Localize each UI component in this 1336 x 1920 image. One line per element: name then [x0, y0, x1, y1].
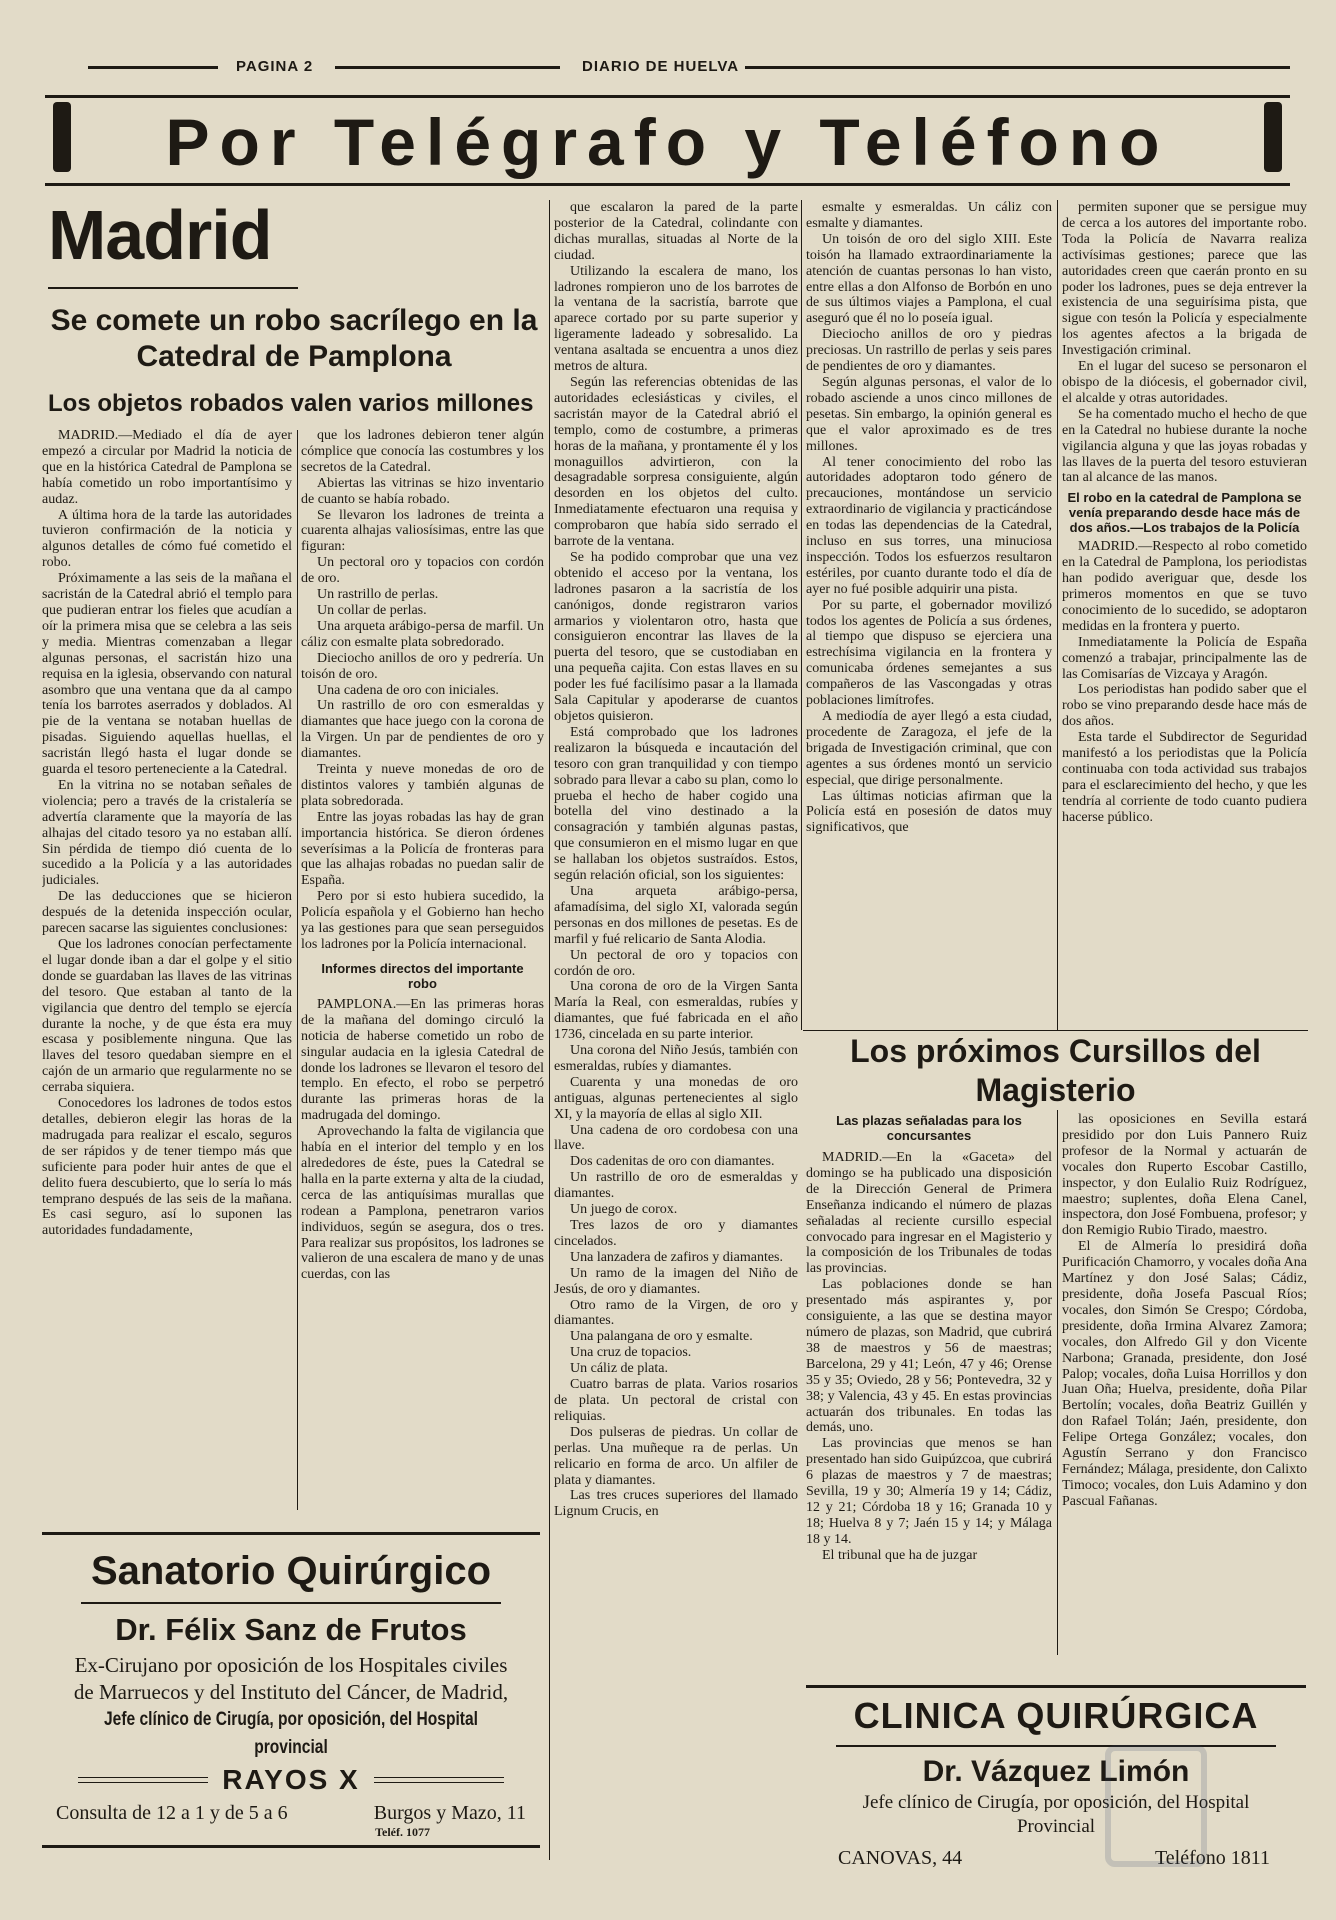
paragraph: Se ha podido comprobar que una vez obtenido el acceso por la ventana, los ladrones pasaron a la sacristía de los canónigos, donde registraron varios armarios y violentaron otro, hasta que consiguieron encontrar las llaves de la puerta del tesoro, que se custodiaban en una pequeña cajita. Con estas llaves en su poder les fué facilísimo pasar a la llamada Sala Capitular y apoderarse de cuantos objetos quisieron. [554, 549, 798, 724]
paragraph: PAMPLONA.—En las primeras horas de la mañana del domingo circuló la noticia de haberse cometido un robo de singular audacia en la iglesia Catedral de donde los ladrones se llevaron el tesoro del templo. En efecto, el robo se perpetró durante las primeras horas de la madrugada del domingo. [301, 996, 544, 1124]
paragraph: Por su parte, el gobernador movilizó todos los agentes de Policía a sus órdenes, al tiempo que dispuso se ejerciera una estrechísima vigilancia en la frontera y comunicaba órdenes semejantes a sus compañeros de las Vascongadas y otras poblaciones limítrofes. [806, 597, 1052, 709]
paragraph: En la vitrina no se notaban señales de violencia; pero a través de la cristalería se advertía claramente que la mayoría de las alhajas del citado tesoro ya no estaban allí. Sin pérdida de tiempo dió cuenta de lo sucedido a la Policía y a las autoridades judiciales. [42, 777, 292, 889]
ad2-rule [836, 1745, 1276, 1747]
article2-headline: Los próximos Cursillos del Magisterio [850, 1033, 1261, 1108]
article2-top-rule [803, 1030, 1308, 1031]
article2-subhead: Las plazas señaladas para los concursantes [836, 1113, 1022, 1143]
paragraph: Un rastrillo de perlas. [317, 587, 439, 603]
newspaper-name: DIARIO DE HUELVA [582, 58, 740, 75]
ad1-name: Sanatorio Quirúrgico [90, 1549, 492, 1593]
article1-column-3 [554, 200, 798, 1860]
article1-headline: Se comete un robo sacrílego en la Catedral de Pamplona [50, 304, 538, 373]
paragraph: que los ladrones debieron tener algún cómplice que conocía las costumbres y los secretos de la Catedral. [301, 428, 544, 475]
paragraph: Próximamente a las seis de la mañana el sacristán de la Catedral abrió el templo para que pudieran entrar los fieles que acudían a oír la primera misa que se celebra a las seis y media. Mientras comenzaban a llegar algunas personas, el sacristán hizo una requisa en la iglesia, observando con natural asombro que una ventana que da al campo tenía los barrotes aserrados y doblados. Al pie de la ventana se notaban huellas de pisadas. Siguiendo aquellas huellas, el sacristán llegó hasta el lugar donde se guarda el tesoro perteneciente a la Catedral. [42, 571, 292, 778]
paragraph: Treinta y nueve monedas de oro de distintos valores y también algunas de plata sobredorada. [301, 762, 544, 809]
ad2-name: CLINICA QUIRÚRGICA [853, 1695, 1259, 1736]
ad1-top-rule [42, 1532, 540, 1535]
paragraph: Un pectoral oro y topacios con cordón de oro. [301, 555, 544, 587]
paragraph: Entre las joyas robadas las hay de gran importancia histórica. Se dieron órdenes severísimas a la Policía de fronteras para que las alhajas robadas no puedan salir de España. [301, 809, 544, 889]
paragraph: El de Almería lo presidirá doña Purificación Chamorro, y vocales doña Ana Martínez y don José Salas; Cádiz, presidente, doña Josefa Pascual Ríos; vocales, don Simón Se Crespo; Córdoba, presidente, doña Irmina Alvarez Zamora; vocales, don Alfredo Gil y don Vicente Narbona; Granada, presidente, don José Palop; vocales, doña Luisa Horrillos y don Juan Oña; Huelva, presidente, doña Pilar Bertolín; vocales, doña Beatriz Guillén y don Rafael Tolán; Jaén, presidente, don Felipe Ortega González; vocales, don Agustín Serrano y don Francisco Fernández; Málaga, presidente, don Calixto Timoco; vocales, don Luis Adamino y don Pascual Fañanas. [1062, 1239, 1307, 1509]
ad1-rayos: RAYOS X [222, 1764, 360, 1795]
column-rule [1057, 200, 1058, 1030]
header-rule-right [745, 66, 1290, 69]
ad1-hours: Consulta de 12 a 1 y de 5 a 6 [56, 1802, 288, 1824]
paragraph: Una corona de oro de la Virgen Santa María la Real, con esmeraldas, rubíes y diamantes, que fué fabricada en el año 1736, cincelada en su parte interior. [554, 979, 798, 1043]
paragraph: Un ramo de la imagen del Niño de Jesús, de oro y diamantes. [554, 1265, 798, 1297]
paragraph: Un rastrillo de oro con esmeraldas y diamantes que hace juego con la corona de la Virgen. Un par de pendientes de oro y diamantes. [301, 698, 544, 762]
section-city: Madrid [48, 196, 272, 274]
paragraph: Dos pulseras de piedras. Un collar de perlas. Una muñeque ra de perlas. Un relicario en forma de arco. Un alfiler de plata y diamantes. [554, 1424, 798, 1488]
paragraph: Al tener conocimiento del robo las autoridades adoptaron todo género de precauciones, montándose un servicio extraordinario de vigilancia y practicándose en todas las dependencias de la Catedral, incluso en sus torres, una minuciosa inspección. Todos los esfuerzos resultaron estériles, por cuanto durante todo el día de ayer no fué posible adquirir una pista. [806, 454, 1052, 597]
paragraph: Una cadena de oro con iniciales. [317, 682, 499, 698]
paragraph: Un cáliz de plata. [570, 1361, 668, 1377]
paragraph: Un juego de corox. [570, 1202, 678, 1218]
paragraph: las oposiciones en Sevilla estará presidido por don Luis Pannero Ruiz profesor de la Normal y actuarán de vocales don Ruperto Escobar Castillo, inspector, y don Eulalio Ruiz Rodríguez, maestro; suplentes, doña Elena Canel, inspectora, don José Fombuena, profesor; y don Remigio Rubio Tirado, maestro. [1062, 1112, 1307, 1239]
ad1-doctor: Dr. Félix Sanz de Frutos [115, 1612, 467, 1647]
ad1-double-rule [78, 1777, 208, 1783]
paragraph: Está comprobado que los ladrones realizaron la búsqueda e incautación del tesoro con gran tranquilidad y con tiempo sobrado para llevar a cabo su plan, como lo prueba el hecho de haber cogido una botella del vino destinado a la consagración y también algunas pastas, que consumieron en el mismo lugar en que se hallaban los objetos sustraídos. Estos, según relación oficial, son los siguientes: [554, 724, 798, 884]
paragraph: que escalaron la pared de la parte posterior de la Catedral, colindante con dichas murallas, situadas al Norte de la ciudad. [554, 200, 798, 263]
library-watermark-seal [1105, 1745, 1207, 1867]
section-banner [45, 95, 1290, 186]
column-rule [549, 200, 550, 1860]
ad-clinica [806, 1695, 1306, 1870]
ad1-rule [81, 1602, 501, 1604]
paragraph: Se llevaron los ladrones de treinta a cuarenta alhajas valiosísimas, entre las que figuran: [301, 507, 544, 555]
paragraph: Utilizando la escalera de mano, los ladrones rompieron uno de los barrotes de la ventana de la sacristía, barrote que aparece cortado por su parte superior y ligeramente ladeado y sobresalido. La ventana asaltada se encuentra a unos diez metros de altura. [554, 263, 798, 375]
page-number: PAGINA 2 [236, 58, 314, 75]
column-rule [801, 200, 802, 1030]
column-rule [1057, 1110, 1058, 1655]
paragraph: Cuatro barras de plata. Varios rosarios de plata. Un pectoral de cristal con reliquias. [554, 1377, 798, 1424]
paragraph: Dos cadenitas de oro con diamantes. [570, 1154, 775, 1170]
paragraph: Cuarenta y una monedas de oro antiguas, algunas pertenecientes al siglo XI, y la mayoría de ellas al siglo XII. [554, 1074, 798, 1122]
paragraph: MADRID.—Respecto al robo cometido en la Catedral de Pamplona, los periodistas han podido averiguar que, desde los primeros momentos en que se tuvo conocimiento de lo sucedido, se adoptaron medidas en la frontera y puerto. [1062, 539, 1307, 634]
ad2-doctor: Dr. Vázquez Limón [922, 1755, 1190, 1788]
paragraph: MADRID.—Mediado el día de ayer empezó a circular por Madrid la noticia de que en la histórica Catedral de Pamplona se había cometido un robo importantísimo y audaz. [42, 428, 292, 507]
ad-sanatorio [42, 1548, 540, 1840]
paragraph: Los periodistas han podido saber que el robo se vino preparando desde hace más de dos años. [1062, 682, 1307, 730]
ad1-line1: Ex-Cirujano por oposición de los Hospitales civiles [74, 1653, 508, 1677]
article1-inner-subhead: Informes directos del importante robo [321, 960, 524, 991]
paragraph: Las poblaciones donde se han presentado más aspirantes y, por consiguiente, a las que se destina mayor número de plazas, son Madrid, que cubrirá 38 de maestros y 56 de maestras; Barcelona, 29 y 41; León, 47 y 46; Orense 35 y 35; Oviedo, 28 y 56; Pontevedra, 32 y 38; y Valencia, 43 y 45. En estas provincias actuarán dos tribunales. En todas las demás, uno. [806, 1277, 1052, 1436]
paragraph: A mediodía de ayer llegó a esta ciudad, procedente de Zaragoza, el jefe de la brigada de Investigación criminal, que con agentes a sus órdenes montó un servicio especial, que dirige personalmente. [806, 709, 1052, 788]
banner-endcap-right [1264, 102, 1282, 172]
paragraph: En el lugar del suceso se personaron el obispo de la diócesis, el gobernador civil, el alcalde y otras autoridades. [1062, 359, 1307, 406]
header-rule-left [88, 66, 218, 69]
paragraph: Una arqueta arábigo-persa, afamadísima, del siglo XI, valorada según personas en dos millones de pesetas. Es de marfil y fué relicario de Santa Alodia. [554, 883, 798, 947]
paragraph: Las tres cruces superiores del llamado Lignum Crucis, en [554, 1488, 798, 1520]
paragraph: Una palangana de oro y esmalte. [570, 1329, 753, 1345]
paragraph: Abiertas las vitrinas se hizo inventario de cuanto se había robado. [301, 475, 544, 507]
paragraph: Un collar de perlas. [317, 602, 427, 618]
paragraph: Un rastrillo de oro de esmeraldas y diamantes. [554, 1170, 798, 1202]
ad2-phone: Teléfono 1811 [1154, 1847, 1270, 1869]
city-underline [48, 287, 298, 289]
paragraph: Una cadena de oro cordobesa con una llave. [554, 1122, 798, 1154]
paragraph: Inmediatamente la Policía de España comenzó a trabajar, principalmente las de las Comisarías de Vizcaya y Aragón. [1062, 634, 1307, 682]
ad1-double-rule [374, 1777, 504, 1783]
paragraph: Se ha comentado mucho el hecho de que en la Catedral no hubiese durante la noche vigilancia alguna y que las joyas robadas y las llaves de la puerta del tesoro estuvieran tan al alcance de las manos. [1062, 406, 1307, 486]
paragraph: Según algunas personas, el valor de lo robado asciende a unos cinco millones de pesetas. Sin embargo, la opinión general es que el valor aproximado es de tres millones. [806, 374, 1052, 454]
paragraph: Un pectoral de oro y topacios con cordón de oro. [554, 947, 798, 979]
banner-title: Por Telégrafo y Teléfono [165, 105, 1170, 179]
paragraph: Dieciocho anillos de oro y piedras preciosas. Un rastrillo de perlas y seis pares de pendientes de oro y diamantes. [806, 327, 1052, 375]
ad2-line1: Jefe clínico de Cirugía, por oposición, del Hospital [862, 1792, 1250, 1813]
ad1-bottom-rule [42, 1845, 540, 1848]
paragraph: Esta tarde el Subdirector de Seguridad manifestó a los periodistas que la Policía continuaba con toda actividad sus trabajos para el esclarecimiento del hecho, y que les tendría al corriente de todo cuanto pudiera hacerse público. [1062, 730, 1307, 825]
paragraph: Que los ladrones conocían perfectamente el lugar donde iban a dar el golpe y el sitio donde se guardaban las llaves de las vitrinas del tesoro. Que estaban al tanto de la vigilancia que dentro del templo se ejercía durante la noche, y de que ésta era muy escasa y posiblemente ninguna. Que las llaves del tesoro quedaban siempre en el cajón de un armario que regularmente no se cerraba siquiera. [42, 937, 292, 1096]
paragraph: Una corona del Niño Jesús, también con esmeraldas, rubíes y diamantes. [554, 1043, 798, 1074]
paragraph: MADRID.—En la «Gaceta» del domingo se ha publicado una disposición de la Dirección General de Primera Enseñanza indicando el número de plazas señaladas al reciente cursillo especial convocado para ingresar en el Magisterio y la composición de los Tribunales de todas las provincias. [806, 1150, 1052, 1277]
paragraph: Las últimas noticias afirman que la Policía está en posesión de datos muy significativos, que [806, 788, 1052, 836]
article1-column-1 [42, 428, 292, 1512]
paragraph: Otro ramo de la Virgen, de oro y diamantes. [554, 1297, 798, 1329]
column-rule [297, 430, 298, 1510]
paragraph: Aprovechando la falta de vigilancia que había en el interior del templo y en los alrededores de éste, pues la Catedral se halla en la parte externa y alta de la ciudad, cerca de las antiquísimas murallas que rodean a Pamplona, penetraron varios individuos, según se asegura, dos o tres. Para realizar sus propósitos, los ladrones se valieron de una escalera de mano y de unas cuerdas, con las [301, 1124, 544, 1283]
paragraph: Una arqueta arábigo-persa de marfil. Un cáliz con esmalte plata sobredorado. [301, 618, 544, 650]
article1-column-2 [301, 428, 544, 1512]
article1-column-5 [1062, 200, 1307, 1030]
paragraph: Un toisón de oro del siglo XIII. Este toisón ha llamado extraordinariamente la atención de cuantas personas lo han visto, entre ellas a don Alfonso de Borbón en uno de sus últimos viajes a Pamplona, el cual aseguró que él no lo poseía igual. [806, 231, 1052, 327]
ad1-address: Burgos y Mazo, 11 [373, 1802, 526, 1824]
article1-subhead: Los objetos robados valen varios millones [48, 390, 534, 417]
ad2-line2: Provincial [1016, 1816, 1096, 1837]
article2-column-2 [1062, 1112, 1307, 1675]
paragraph: Según las referencias obtenidas de las autoridades eclesiásticas y civiles, el sacristán mayor de la Catedral abrió el templo, como de costumbre, a primeras horas de la mañana, y prontamente él y los monaguillos advirtieron, con la desagradable sorpresa consiguiente, algún desorden en los objetos del culto. Inmediatamente efectuaron una requisa y comprobaron que había sido serrado el barrote de la ventana. [554, 374, 798, 550]
paragraph: Una cruz de topacios. [570, 1345, 692, 1361]
paragraph: Conocedores los ladrones de todos estos detalles, debieron elegir las horas de la madrugada para realizar el escalo, seguros de ser rápidos y de tener tiempo más que suficiente para poder huir antes de que el delito fuera descubierto, que lo sería lo más temprano después de las seis de la mañana. Es casi seguro, así lo suponen las autoridades fundadamente, [42, 1096, 292, 1239]
paragraph: El tribunal que ha de juzgar [822, 1547, 978, 1563]
ad2-top-rule [806, 1685, 1306, 1688]
ad1-phone: Teléf. 1077 [375, 1825, 430, 1839]
paragraph: esmalte y esmeraldas. Un cáliz con esmalte y diamantes. [806, 200, 1052, 231]
paragraph: De las deducciones que se hicieron después de la detenida inspección ocular, parecen sacarse las siguientes conclusiones: [42, 889, 292, 937]
paragraph: Las provincias que menos se han presentado han sido Guipúzcoa, que cubrirá 6 plazas de maestros y 7 de maestras; Sevilla, 19 y 30; Almería 19 y 14; Cádiz, 12 y 21; Córdoba 18 y 16; Granada 10 y 18; Huelva 8 y 7; Jaén 15 y 14; y Málaga 18 y 14. [806, 1436, 1052, 1547]
header-rule-mid [335, 66, 560, 69]
ad2-address: CANOVAS, 44 [838, 1847, 963, 1869]
paragraph: A última hora de la tarde las autoridades tuvieron confirmación de la noticia y algunos detalles de cómo fué cometido el robo. [42, 507, 292, 571]
article2-column-1 [806, 1150, 1052, 1675]
article1-column-4 [806, 200, 1052, 1030]
paragraph: Dieciocho anillos de oro y pedrería. Un toisón de oro. [301, 650, 544, 682]
article1-inner-subhead-2: El robo en la catedral de Pamplona se venía preparando desde hace más de dos años.—Los trabajos de la Policía [1067, 490, 1302, 536]
ad1-line3: Jefe clínico de Cirugía, por oposición, del Hospital provincial [104, 1709, 478, 1758]
paragraph: permiten suponer que se persigue muy de cerca a los autores del importante robo. Toda la Policía de Navarra realiza activísimas gestiones; parece que las autoridades creen que caerán pronto en su poder los ladrones, pues se deja entrever la existencia de una seguirísima pista, que sigue con tesón la Policía y especialmente los agentes afectos a la brigada de Investigación criminal. [1062, 200, 1307, 359]
paragraph: Tres lazos de oro y diamantes cincelados. [554, 1218, 798, 1249]
paragraph: Pero por si esto hubiera sucedido, la Policía española y el Gobierno han hecho ya las gestiones para que sean perseguidos los ladrones por la Policía internacional. [301, 889, 544, 952]
ad1-line2: de Marruecos y del Instituto del Cáncer, de Madrid, [73, 1680, 509, 1704]
paragraph: Una lanzadera de zafiros y diamantes. [570, 1249, 784, 1265]
